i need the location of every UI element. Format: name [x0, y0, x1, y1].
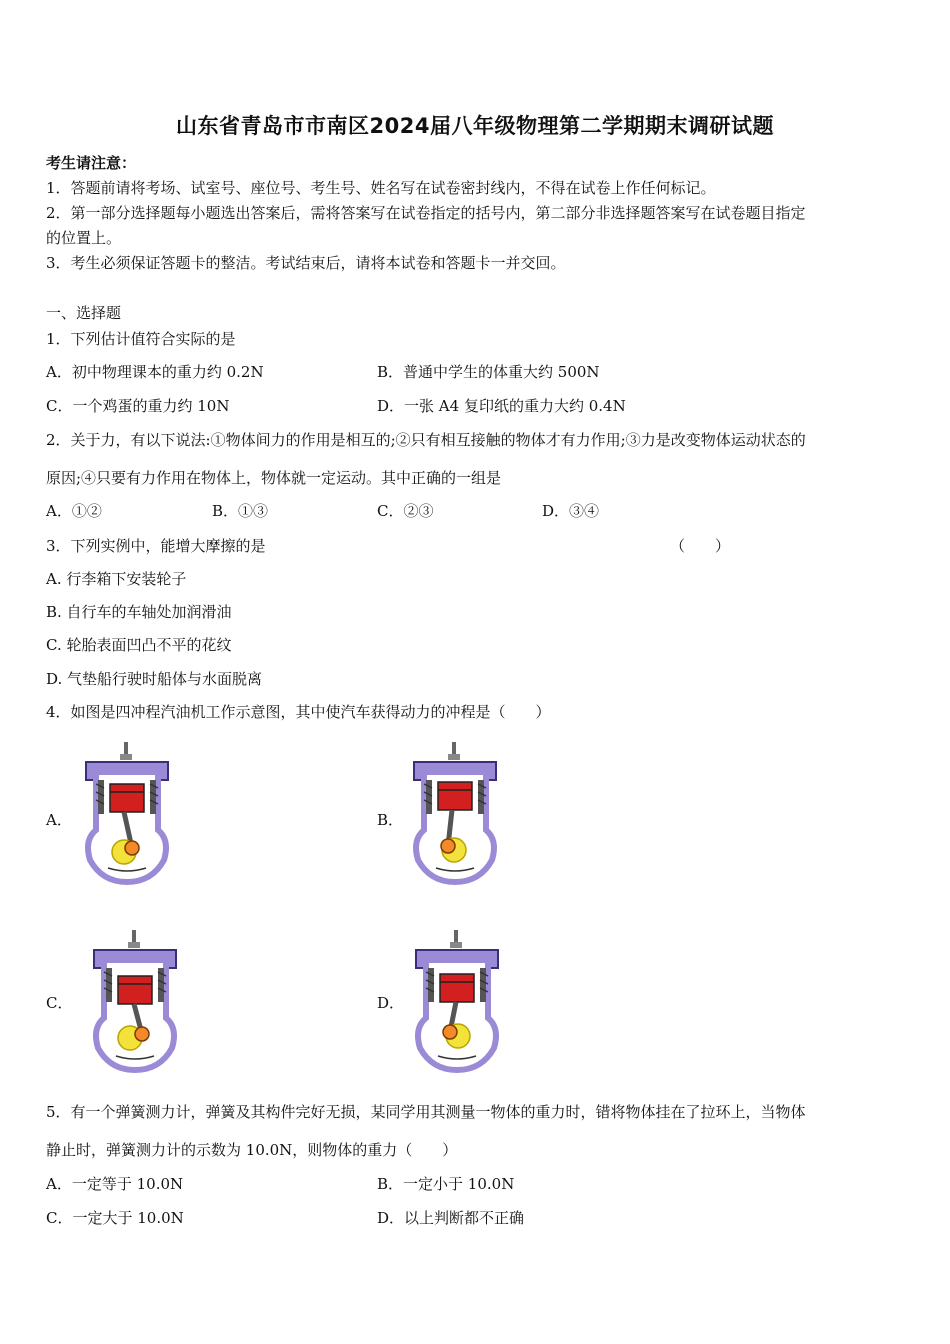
engine-diagram-icon [88, 928, 183, 1073]
q4-label-a: A． [46, 811, 72, 829]
q1-option-a: A．初中物理课本的重力约 0.2N [46, 363, 264, 381]
notice-item: 2．第一部分选择题每小题选出答案后，需将答案写在试卷指定的括号内，第二部分非选择题答案写在试卷题目指定 [46, 204, 806, 222]
q4-label-b: B． [377, 811, 404, 829]
engine-b [414, 742, 496, 882]
question-5-stem: 5．有一个弹簧测力计，弹簧及其构件完好无损，某同学用其测量一物体的重力时，错将物体挂在了拉环上，当物体 [46, 1103, 806, 1121]
question-5-stem-cont: 静止时，弹簧测力计的示数为 10.0N，则物体的重力（ ） [46, 1141, 458, 1159]
question-1-stem: 1．下列估计值符合实际的是 [46, 330, 236, 348]
notice-heading: 考生请注意： [46, 154, 137, 172]
notice-item: 1．答题前请将考场、试室号、座位号、考生号、姓名写在试卷密封线内，不得在试卷上作任何标记。 [46, 179, 716, 197]
q3-option-a: A. 行李箱下安装轮子 [46, 570, 187, 588]
q3-option-b: B. 自行车的车轴处加润滑油 [46, 603, 232, 621]
q3-option-d: D. 气垫船行驶时船体与水面脱离 [46, 670, 263, 688]
question-2-stem-cont: 原因;④只要有力作用在物体上，物体就一定运动。其中正确的一组是 [46, 469, 502, 487]
q5-option-d: D．以上判断都不正确 [377, 1209, 525, 1227]
engine-d [416, 930, 498, 1070]
engine-c [94, 930, 176, 1070]
q3-option-c: C. 轮胎表面凹凸不平的花纹 [46, 636, 232, 654]
q5-option-c: C．一定大于 10.0N [46, 1209, 184, 1227]
q4-label-c: C． [46, 994, 73, 1012]
engine-diagram-icon [408, 740, 503, 885]
q4-label-d: D． [377, 994, 405, 1012]
q2-option-c: C．②③ [377, 502, 434, 520]
question-2-stem: 2．关于力，有以下说法:①物体间力的作用是相互的;②只有相互接触的物体才有力作用;③力是改变物体运动状态的 [46, 431, 806, 449]
question-4-stem: 4．如图是四冲程汽油机工作示意图，其中使汽车获得动力的冲程是（ ） [46, 703, 551, 721]
question-3-stem: 3．下列实例中，能增大摩擦的是 [46, 537, 266, 555]
q1-option-c: C．一个鸡蛋的重力约 10N [46, 397, 230, 415]
engine-diagram-icon [80, 740, 175, 885]
q1-option-b: B．普通中学生的体重大约 500N [377, 363, 600, 381]
q3-answer-paren: （ ） [670, 537, 731, 555]
q2-option-d: D．③④ [542, 502, 600, 520]
notice-item: 3．考生必须保证答题卡的整洁。考试结束后，请将本试卷和答题卡一并交回。 [46, 254, 566, 272]
section-heading: 一、选择题 [46, 304, 122, 322]
q5-option-b: B．一定小于 10.0N [377, 1175, 515, 1193]
notice-item: 的位置上。 [46, 229, 122, 247]
q2-option-b: B．①③ [212, 502, 269, 520]
page-title: 山东省青岛市市南区2024届八年级物理第二学期期末调研试题 [176, 114, 774, 138]
engine-diagram-icon [410, 928, 505, 1073]
q5-option-a: A．一定等于 10.0N [46, 1175, 184, 1193]
q2-option-a: A．①② [46, 502, 102, 520]
engine-a [86, 742, 168, 882]
q1-option-d: D．一张 A4 复印纸的重力大约 0.4N [377, 397, 626, 415]
